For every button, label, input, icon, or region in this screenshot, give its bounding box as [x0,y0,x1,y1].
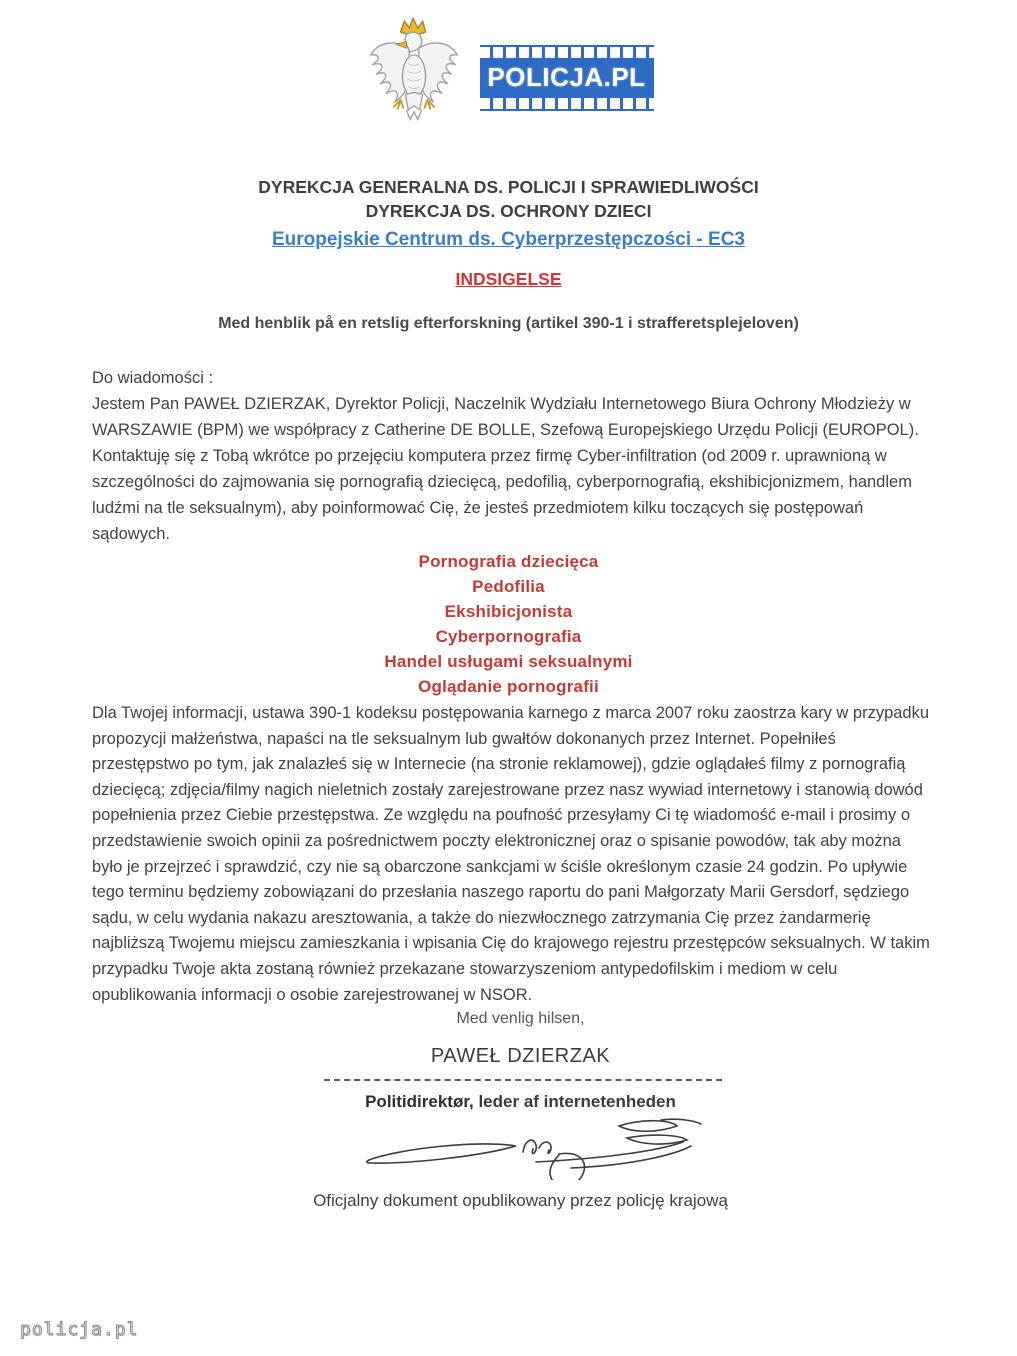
signatory-name: PAWEŁ DZIERZAK [430,1045,611,1068]
header-directorate-line2: DYREKCJA DS. OCHRONY DZIECI [365,201,652,221]
ec3-center-link[interactable]: Europejskie Centrum ds. Cyberprzestępczości - EC3 [271,229,746,250]
accusation-item: Pedofilia [472,577,545,596]
intro-section [92,365,930,547]
policja-pl-banner-text: POLICJA.PL [480,60,654,96]
legal-threat-paragraph: Dla Twojej informacji, ustawa 390-1 kodeksu postępowania karnego z marca 2007 roku zaostrza kary w przypadku propozycji małżeństwa, napaści na tle seksualnym lub gwałtów dokonanych przez Internet. Popełniłeś przestępstwo po tym, jak znalazłeś się w Internecie (na stronie reklamowej), gdzie oglądałeś filmy z pornografią dziecięcą; zdjęcia/filmy nagich nieletnich zostały zarejestrowane przez nasz wywiad internetowy i stanowią dowód popełnienia przez Ciebie przestępstwa. Ze względu na poufność przesyłamy Ci tę wiadomość e-mail i prosimy o przedstawienie swoich opinii za pośrednictwem poczty elektronicznej oraz o spisanie powodów, tak aby można było je przejrzeć i sprawdzić, czy nie są obarczone sankcjami w ściśle określonym czasie 24 godzin. Po upływie tego terminu będziemy zobowiązani do przesłania naszego raportu do pani Małgorzaty Marii Gersdorf, sędziego sądu, w celu wydania nakazu aresztowania, a także do niezwłocznego zatrzymania Cię przez żandarmerię najbliższą Twojemu miejscu zamieszkania i wpisania Cię do krajowego rejestru przestępców seksualnych. W takim przypadku Twoje akta zostaną również przekazane stowarzyszeniom antypedofilskim i mediom w celu opublikowania informacji o osobie zarejestrowanej w NSOR. [92,704,930,1004]
police-logo [0,0,1017,145]
to-whom-label: Do wiadomości : [92,369,214,387]
closing-salutation: Med venlig hilsen, [456,1010,585,1028]
header-directorate-line1: DYREKCJA GENERALNA DS. POLICJI I SPRAWIEDLIWOŚCI [258,177,759,197]
objection-heading: INDSIGELSE [455,269,562,289]
accusation-item: Ekshibicjonista [444,602,573,621]
film-strip-bottom [480,96,654,111]
signatory-title-detail: leder af internetenheden [473,1092,676,1112]
accusations-list [0,549,1017,699]
polish-eagle-emblem-icon [364,13,464,143]
film-strip-top [480,45,654,60]
handwritten-signature-icon [331,1112,711,1180]
policja-pl-watermark: policja.pl [20,1319,139,1340]
policja-pl-banner [480,45,654,111]
signatory-title [12,1092,1017,1112]
official-footer-note: Oficjalny dokument opublikowany przez policję krajową [313,1191,728,1211]
accusation-item: Oglądanie pornografii [418,677,599,696]
signatory-title-role: Politidirektør, [365,1092,474,1112]
accusation-item: Cyberpornografia [435,627,582,646]
accusation-item: Handel usługami seksualnymi [384,652,633,671]
accusation-item: Pornografia dziecięca [418,552,599,571]
dashed-separator [324,1079,722,1081]
intro-paragraph: Jestem Pan PAWEŁ DZIERZAK, Dyrektor Policji, Naczelnik Wydziału Internetowego Biura Ochrony Młodzieży w WARSZAWIE (BPM) we współpracy z Catherine DE BOLLE, Szefową Europejskiego Urzędu Policji (EUROPOL). Kontaktuję się z Tobą wkrótce po przejęciu komputera przez firmę Cyber-infiltration (od 2009 r. uprawnioną w szczególności do zajmowania się pornografią dziecięcą, pedofilią, cyberpornografią, ekshibicjonizmem, handlem ludźmi na tle seksualnym), aby poinformować Cię, że jesteś przedmiotem kilku toczących się postępowań sądowych. [92,395,919,543]
legal-subtitle: Med henblik på en retslig efterforskning (artikel 390-1 i strafferetsplejeloven) [218,315,799,332]
